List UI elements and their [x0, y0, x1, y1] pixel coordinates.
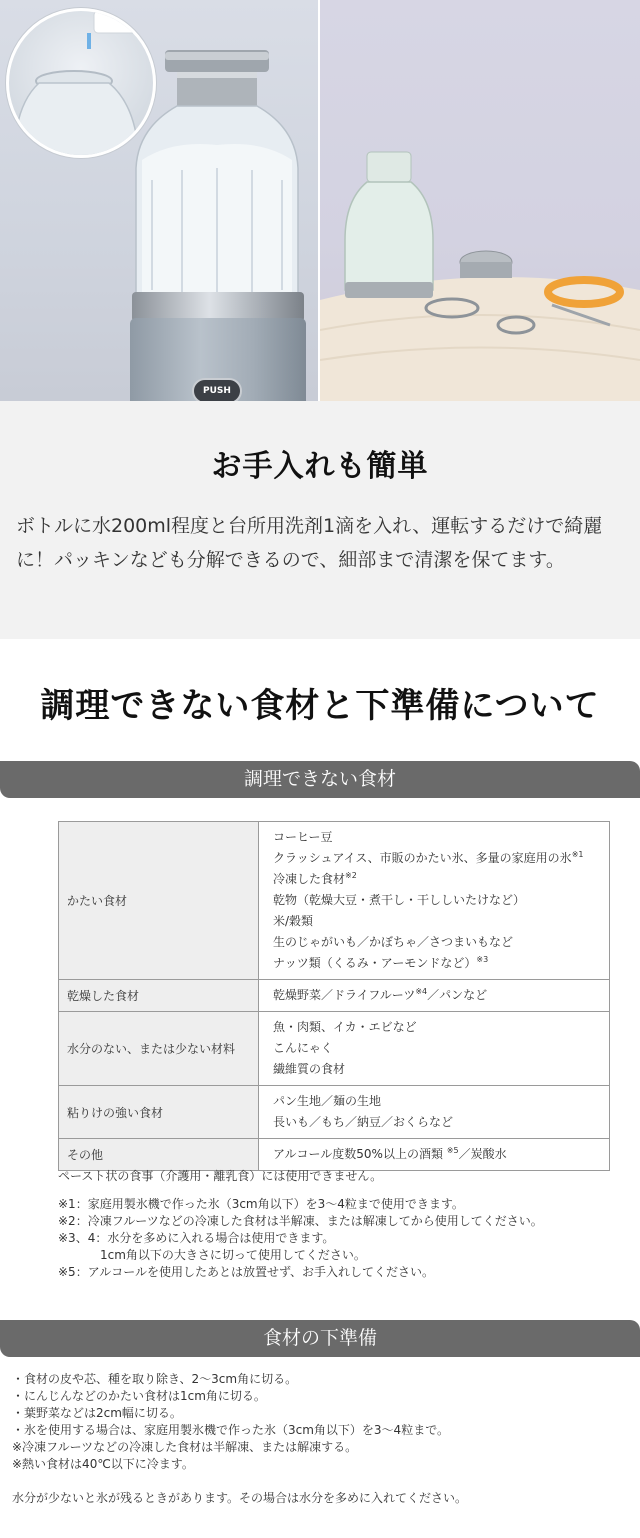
footnote-3-4: ※3、4：水分を多めに入れる場合は使用できます。 — [58, 1231, 335, 1245]
footnote-marker: ※5 — [446, 1146, 459, 1155]
footnote-marker: ※2 — [345, 871, 357, 880]
prep-line: ・氷を使用する場合は、家庭用製氷機で作った氷（3cm角以下）を3〜4粒まで。 — [12, 1423, 449, 1437]
table-row — [59, 1139, 610, 1171]
unusable-notes — [58, 1168, 618, 1281]
blender-cleaning-photo — [0, 0, 320, 401]
table-row — [59, 822, 610, 980]
ingredient-text: 冷凍した食材 — [273, 872, 346, 886]
footnote-3-4-continued: 1cm角以下の大きさに切って使用してください。 — [100, 1248, 366, 1262]
ingredient-item — [273, 890, 595, 911]
disassembled-parts-photo — [320, 0, 640, 401]
detergent-zoom-inset — [6, 8, 156, 158]
footnote-2: ※2：冷凍フルーツなどの冷凍した食材は半解凍、または解凍してから使用してください。 — [58, 1214, 543, 1228]
items-cell — [259, 980, 610, 1012]
footnote-marker: ※4 — [415, 987, 428, 996]
prep-final-note: 水分が少ないと氷が残るときがあります。その場合は水分を多めに入れてください。 — [12, 1491, 468, 1505]
parts-illustration — [320, 0, 640, 401]
ingredient-text: 乾燥野菜／ドライフルーツ — [273, 988, 416, 1002]
ingredient-item — [273, 932, 595, 953]
table-row — [59, 980, 610, 1012]
footnote-1: ※1：家庭用製氷機で作った氷（3cm角以下）を3〜4粒まで使用できます。 — [58, 1197, 464, 1211]
prep-line: ・にんじんなどのかたい食材は1cm角に切る。 — [12, 1389, 266, 1403]
category-cell: 粘りけの強い食材 — [59, 1086, 259, 1139]
items-cell — [259, 1139, 610, 1171]
category-cell: 水分のない、または少ない材料 — [59, 1012, 259, 1086]
ingredient-item — [273, 1017, 595, 1038]
table-row — [59, 1086, 610, 1139]
items-cell — [259, 1012, 610, 1086]
prep-line: ・食材の皮や芯、種を取り除き、2〜3cm角に切る。 — [12, 1372, 298, 1386]
paste-note: ペースト状の食事（介護用・離乳食）には使用できません。 — [58, 1169, 383, 1183]
ingredient-suffix: ／パンなど — [427, 988, 488, 1002]
ingredient-text: 生のじゃがいも／かぼちゃ／さつまいもなど — [273, 935, 514, 949]
care-section — [0, 401, 640, 639]
preparation-list — [12, 1371, 632, 1507]
category-cell: かたい食材 — [59, 822, 259, 980]
ingredient-text: クラッシュアイス、市販のかたい氷、多量の家庭用の氷 — [273, 851, 572, 865]
push-button: PUSH — [192, 378, 242, 401]
ingredient-item — [273, 985, 595, 1006]
ingredient-text: コーヒー豆 — [273, 830, 333, 844]
ingredient-item — [273, 911, 595, 932]
table-row — [59, 1012, 610, 1086]
ingredient-text: アルコール度数50%以上の酒類 — [273, 1147, 447, 1161]
unusable-ingredients-table — [58, 821, 610, 1171]
ingredient-item — [273, 1091, 595, 1112]
ingredient-text: 乾物（乾燥大豆・煮干し・干ししいたけなど） — [273, 893, 526, 907]
footnote-marker: ※3 — [476, 955, 489, 964]
ingredient-item — [273, 953, 595, 974]
ingredient-item — [273, 1144, 595, 1165]
footnote-marker: ※1 — [571, 850, 584, 859]
ingredient-text: 繊維質の食材 — [273, 1062, 346, 1076]
hero-photos — [0, 0, 640, 401]
ingredient-text: 魚・肉類、イカ・エビなど — [273, 1020, 417, 1034]
ingredient-item — [273, 848, 595, 869]
ingredient-text: ナッツ類（くるみ・アーモンドなど） — [273, 956, 477, 970]
ingredient-text: 米/穀類 — [273, 914, 314, 928]
category-cell: 乾燥した食材 — [59, 980, 259, 1012]
ingredient-text: こんにゃく — [273, 1041, 333, 1055]
ingredient-text: パン生地／麺の生地 — [273, 1094, 382, 1108]
prep-line: ※熱い食材は40℃以下に冷ます。 — [12, 1457, 194, 1471]
page-heading: 調理できない食材と下準備について — [40, 686, 600, 726]
category-cell: その他 — [59, 1139, 259, 1171]
ingredient-item — [273, 1112, 595, 1133]
prep-line: ・葉野菜などは2cm幅に切る。 — [12, 1406, 182, 1420]
care-description: ボトルに水200ml程度と台所用洗剤1滴を入れ、運転するだけで綺麗に！パッキンなども分解できるので、細部まで清潔を保てます。 — [16, 515, 603, 571]
preparation-banner: 食材の下準備 — [0, 1320, 640, 1357]
prep-line: ※冷凍フルーツなどの冷凍した食材は半解凍、または解凍する。 — [12, 1440, 358, 1454]
ingredient-item — [273, 827, 595, 848]
ingredient-text: 長いも／もち／納豆／おくらなど — [273, 1115, 454, 1129]
ingredient-item — [273, 1059, 595, 1080]
care-title: お手入れも簡単 — [211, 449, 429, 484]
bottle-neck-icon — [9, 11, 156, 158]
ingredient-suffix: ／炭酸水 — [458, 1147, 507, 1161]
items-cell — [259, 1086, 610, 1139]
ingredient-item — [273, 1038, 595, 1059]
ingredient-item — [273, 869, 595, 890]
items-cell — [259, 822, 610, 980]
footnote-5: ※5：アルコールを使用したあとは放置せず、お手入れしてください。 — [58, 1265, 435, 1279]
unusable-ingredients-banner: 調理できない食材 — [0, 761, 640, 798]
